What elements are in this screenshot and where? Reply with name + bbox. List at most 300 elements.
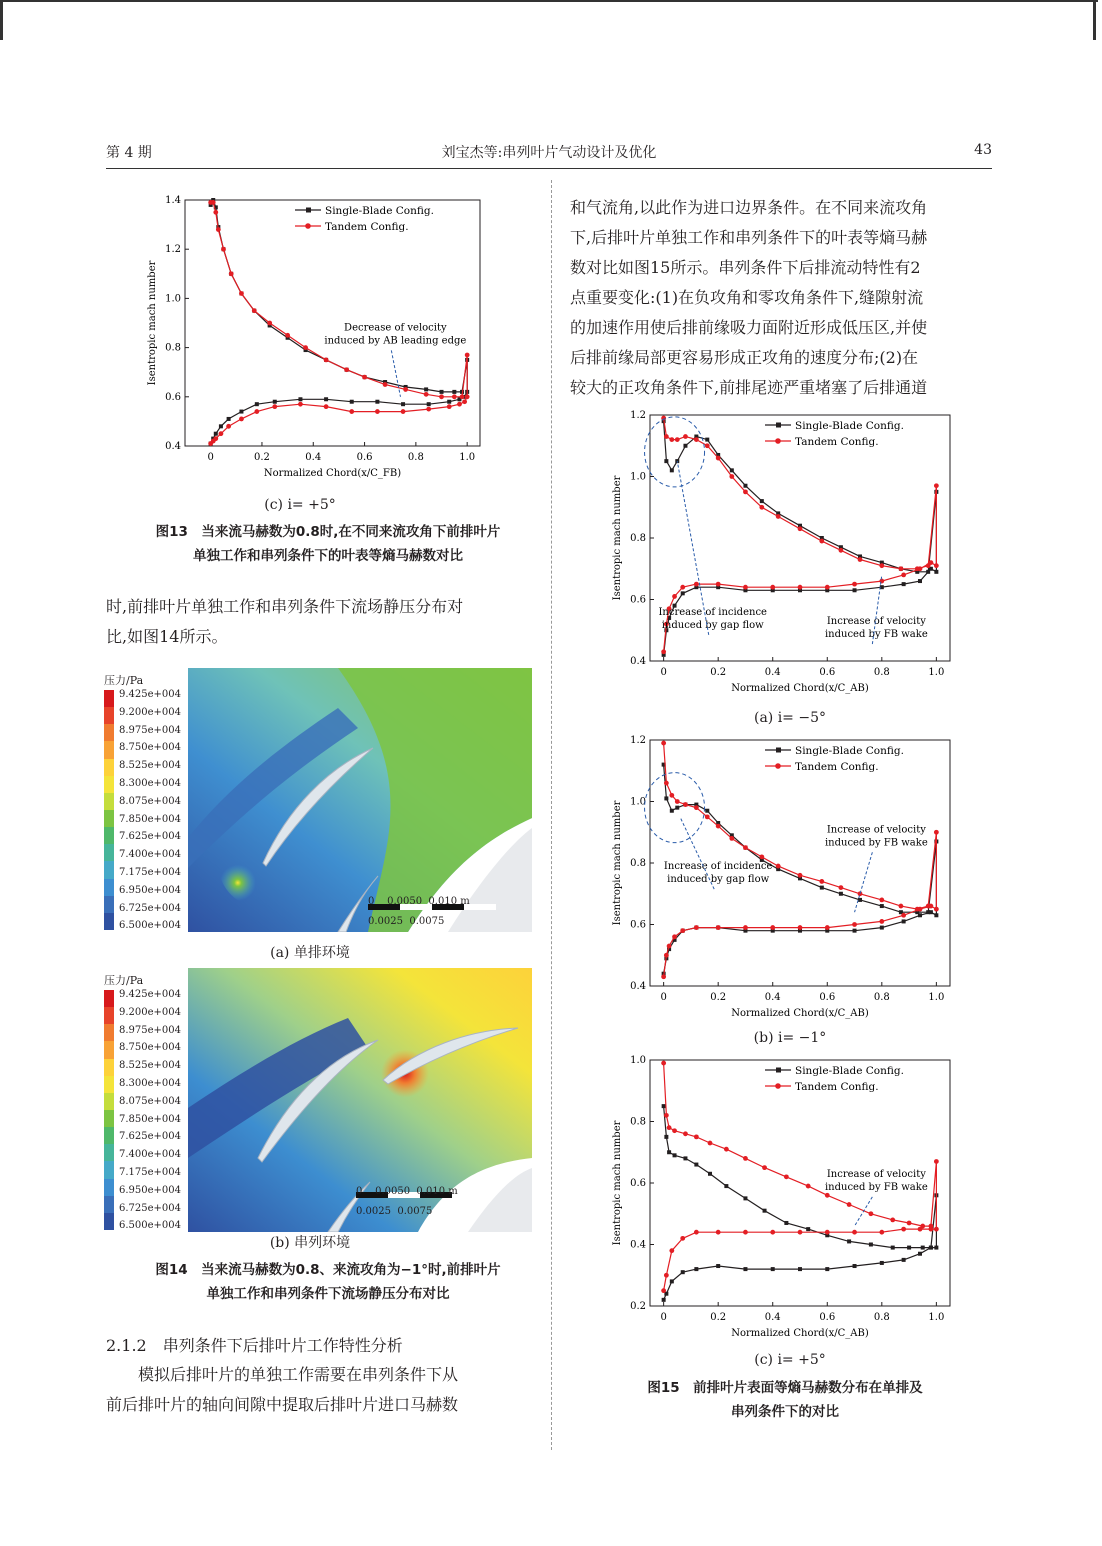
data-point (716, 582, 721, 587)
data-point (776, 864, 781, 869)
data-point (452, 394, 457, 399)
data-point (219, 424, 223, 428)
data-point (743, 1267, 747, 1271)
data-point (298, 397, 302, 401)
legend-swatch (104, 741, 114, 758)
x-axis-label: Normalized Chord(x/C_AB) (731, 683, 869, 694)
data-point (743, 845, 748, 850)
data-point (227, 417, 231, 421)
data-point (375, 400, 379, 404)
legend-swatch (104, 844, 114, 861)
fig14b-legend-bar (104, 990, 114, 1230)
data-point (683, 444, 687, 448)
data-point (681, 591, 685, 595)
annotation-text: induced by FB wake (824, 629, 928, 641)
data-point (934, 1159, 939, 1164)
data-point (694, 1230, 699, 1235)
fig15b-subcaption: (b) i= −1° (753, 1030, 827, 1046)
legend-label: Single-Blade Config. (795, 745, 904, 757)
data-point (729, 836, 734, 841)
fig14b-legend-title: 压力/Pa (104, 974, 144, 987)
data-point (447, 404, 452, 409)
data-point (798, 1230, 803, 1235)
data-point (694, 925, 699, 930)
x-tick-label: 0.2 (254, 452, 270, 463)
data-point (880, 1261, 884, 1265)
data-point (902, 582, 906, 586)
legend-marker (305, 223, 311, 229)
data-point (929, 560, 934, 565)
x-tick-label: 1.0 (928, 992, 945, 1003)
data-point (879, 1230, 884, 1235)
fig15c-svg (605, 1048, 960, 1348)
fig14b-scale-top: 0 0.0050 0.010 m (356, 1186, 458, 1197)
y-axis-label: Isentropic mach number (612, 1120, 623, 1246)
data-point (934, 570, 938, 574)
data-point (784, 1221, 788, 1225)
data-point (770, 585, 775, 590)
header-rule (106, 168, 992, 169)
data-point (669, 1248, 674, 1253)
data-point (798, 526, 803, 531)
x-tick-label: 1.0 (459, 452, 476, 463)
y-tick-label: 0.8 (630, 1116, 646, 1128)
x-axis-label: Normalized Chord(x/C_FB) (263, 468, 402, 479)
data-point (760, 499, 764, 503)
data-point (324, 358, 329, 363)
y-tick-label: 0.8 (630, 533, 646, 544)
data-point (759, 505, 764, 510)
data-point (743, 925, 748, 930)
y-tick-label: 1.0 (630, 1055, 646, 1066)
data-point (806, 1227, 810, 1231)
data-point (669, 437, 674, 442)
fig15-caption (570, 1376, 1000, 1424)
data-point (716, 1230, 721, 1235)
data-point (239, 410, 243, 414)
data-point (661, 974, 666, 979)
data-point (901, 1227, 906, 1232)
data-point (907, 1221, 912, 1226)
annotation-text: induced by FB wake (824, 837, 928, 849)
legend-value: 7.850e+004 (119, 1113, 182, 1125)
data-point (806, 1184, 811, 1189)
legend-value: 8.750e+004 (119, 1042, 182, 1054)
annotation-text: Increase of velocity (826, 1168, 926, 1180)
data-point (929, 1227, 934, 1232)
annotation-text: Increase of velocity (826, 824, 926, 836)
data-point (899, 566, 904, 571)
annotation-text: induced by gap flow (667, 874, 770, 886)
data-point (383, 382, 388, 387)
data-point (344, 367, 349, 372)
data-point (226, 424, 231, 429)
legend-swatch (104, 759, 114, 776)
data-point (929, 904, 934, 909)
data-point (853, 588, 857, 592)
y-tick-label: 1.0 (630, 796, 646, 808)
data-point (285, 333, 290, 338)
data-point (743, 484, 747, 488)
data-point (401, 402, 405, 406)
data-point (705, 814, 710, 819)
x-tick-label: 0.4 (764, 992, 781, 1003)
data-point (661, 649, 666, 654)
data-point (273, 400, 277, 404)
fig14-caption-line1: 图14 当来流马赫数为0.8、来流攻角为−1°时,前排叶片 (155, 1262, 501, 1278)
x-tick-label: 0.6 (819, 992, 836, 1003)
crop-mark-right (1093, 0, 1096, 40)
x-tick-label: 0 (660, 992, 667, 1003)
legend-value: 8.075e+004 (119, 795, 182, 807)
data-point (918, 566, 923, 571)
data-point (254, 409, 259, 414)
y-axis-label: Isentropic mach number (612, 800, 623, 926)
y-tick-label: 0.8 (630, 858, 646, 869)
fig15a-svg (605, 403, 960, 703)
data-point (694, 1134, 699, 1139)
data-point (426, 407, 431, 412)
paragraph-left-1-line1: 时,前排叶片单独工作和串列条件下流场静压分布对 (106, 597, 464, 616)
fig15b-svg (605, 728, 960, 1028)
y-tick-label: 1.2 (165, 244, 181, 256)
data-point (705, 809, 709, 813)
data-point (683, 1156, 687, 1160)
legend-value: 6.500e+004 (119, 920, 182, 932)
legend-swatch (104, 879, 114, 896)
legend-swatch (104, 1076, 114, 1093)
data-point (683, 802, 688, 807)
fig14a-legend-title: 压力/Pa (104, 674, 144, 687)
legend-value: 9.200e+004 (119, 706, 182, 718)
x-tick-label: 0.6 (819, 667, 836, 678)
legend-swatch (104, 1041, 114, 1058)
legend-swatch (104, 1179, 114, 1196)
legend-marker (776, 1068, 781, 1073)
data-point (401, 409, 406, 414)
legend-swatch (104, 1093, 114, 1110)
legend-value: 9.425e+004 (119, 989, 182, 1000)
data-point (934, 483, 939, 488)
data-point (918, 913, 922, 917)
legend-value: 8.300e+004 (119, 777, 182, 789)
legend-value: 7.625e+004 (119, 831, 182, 843)
data-point (694, 1267, 698, 1271)
legend-swatch (104, 724, 114, 741)
data-point (819, 879, 824, 884)
data-point (743, 585, 748, 590)
legend-swatch (104, 810, 114, 827)
fig14-caption (108, 1258, 548, 1306)
data-point (672, 1128, 677, 1133)
data-point (439, 394, 444, 399)
data-point (918, 579, 922, 583)
legend-marker (775, 1083, 781, 1089)
x-tick-label: 0.2 (710, 667, 727, 678)
data-point (901, 913, 906, 918)
data-point (879, 563, 884, 568)
data-point (680, 1236, 685, 1241)
data-point (667, 1125, 672, 1130)
data-point (440, 390, 444, 394)
data-point (303, 345, 308, 350)
data-point (239, 291, 244, 296)
data-point (880, 904, 884, 908)
fig15-caption-line2: 串列条件下的对比 (731, 1404, 839, 1420)
data-point (819, 539, 824, 544)
data-point (681, 1270, 685, 1274)
data-point (784, 1174, 789, 1179)
fig14b-subcaption: (b) 串列环境 (269, 1235, 351, 1251)
legend-swatch (104, 990, 114, 1007)
fig15b-chart (605, 728, 960, 1028)
data-point (879, 579, 884, 584)
paragraph-right-line2: 下,后排叶片单独工作和串列条件下的叶表等熵马赫 (570, 228, 928, 247)
legend-marker (775, 438, 781, 444)
data-point (934, 913, 938, 917)
paragraph-right-line5: 的加速作用使后排前缘吸力面附近形成低压区,并使 (570, 318, 928, 337)
data-point (743, 1156, 748, 1161)
x-tick-label: 0.4 (305, 452, 322, 463)
fig13c-subcaption: (c) i= +5° (264, 497, 336, 513)
x-tick-label: 0.6 (819, 1312, 836, 1323)
paragraph-right-line3: 数对比如图15所示。串列条件下后排流动特性有2 (570, 258, 921, 277)
issue-label: 第 4 期 (106, 145, 152, 161)
data-point (664, 459, 668, 463)
data-point (694, 582, 699, 587)
data-point (763, 1209, 767, 1213)
data-point (825, 925, 830, 930)
legend-swatch (104, 913, 114, 930)
x-tick-label: 0.6 (356, 452, 373, 463)
legend-value: 7.175e+004 (119, 866, 182, 878)
data-point (664, 796, 668, 800)
data-point (869, 1211, 874, 1216)
legend-label: Tandem Config. (795, 436, 879, 448)
legend-swatch (104, 1007, 114, 1024)
data-point (221, 247, 226, 252)
running-title: 刘宝杰等:串列叶片气动设计及优化 (441, 145, 657, 161)
y-tick-label: 1.0 (630, 471, 646, 483)
legend-swatch (104, 1059, 114, 1076)
data-point (298, 402, 303, 407)
data-point (680, 928, 685, 933)
legend-value: 6.950e+004 (119, 884, 182, 896)
data-point (683, 434, 688, 439)
data-point (770, 1230, 775, 1235)
data-point (820, 886, 824, 890)
legend-marker (776, 748, 781, 753)
legend-value: 7.175e+004 (119, 1166, 182, 1178)
data-point (929, 1246, 933, 1250)
data-point (424, 387, 428, 391)
x-tick-label: 0.8 (873, 667, 890, 678)
y-tick-label: 1.0 (165, 293, 181, 305)
crop-mark-top (0, 0, 1098, 2)
y-tick-label: 1.4 (165, 195, 181, 206)
legend-value: 7.400e+004 (119, 1149, 182, 1161)
data-point (934, 1227, 939, 1232)
data-point (879, 898, 884, 903)
fig14a-legend-labels (119, 686, 181, 935)
data-point (743, 489, 748, 494)
section-2-1-2-text (106, 1360, 532, 1420)
data-point (694, 1163, 698, 1167)
data-point (324, 404, 329, 409)
legend-marker (306, 208, 311, 213)
data-point (743, 1230, 748, 1235)
data-point (879, 919, 884, 924)
fig13-caption (108, 520, 548, 568)
data-point (680, 585, 685, 590)
data-point (852, 922, 857, 927)
data-point (825, 1267, 829, 1271)
y-tick-label: 0.6 (165, 391, 181, 403)
fig15c-chart (605, 1048, 960, 1348)
data-point (239, 417, 244, 422)
legend-swatch (104, 1024, 114, 1041)
data-point (825, 585, 830, 590)
y-tick-label: 0.6 (630, 1178, 646, 1189)
y-tick-label: 0.6 (630, 594, 646, 606)
x-tick-label: 0.2 (710, 1312, 727, 1323)
legend-value: 6.725e+004 (119, 902, 182, 914)
data-point (918, 907, 923, 912)
page-number: 43 (974, 142, 992, 158)
data-point (708, 1141, 713, 1146)
data-point (672, 934, 677, 939)
fig15a-chart (605, 403, 960, 703)
data-point (362, 375, 367, 380)
data-point (661, 1061, 666, 1066)
data-point (664, 953, 669, 958)
data-point (902, 919, 906, 923)
legend-value: 6.725e+004 (119, 1202, 182, 1214)
fig14a-scale-bottom: 0.0025 0.0075 (368, 916, 445, 927)
column-divider (551, 180, 552, 1450)
legend-label: Single-Blade Config. (795, 1065, 904, 1077)
legend-swatch (104, 690, 114, 707)
data-point (675, 437, 680, 442)
data-point (664, 781, 669, 786)
data-point (839, 885, 844, 890)
fig15c-subcaption: (c) i= +5° (754, 1352, 826, 1368)
y-tick-label: 0.8 (165, 342, 181, 354)
data-point (705, 438, 709, 442)
data-point (350, 400, 354, 404)
x-tick-label: 0.2 (710, 992, 727, 1003)
data-point (899, 904, 904, 909)
legend-swatch (104, 1196, 114, 1213)
data-point (683, 1131, 688, 1136)
data-point (847, 1239, 851, 1243)
data-point (918, 1227, 923, 1232)
legend-value: 8.525e+004 (119, 1060, 182, 1072)
data-point (672, 594, 677, 599)
annotation-text: Increase of incidence (658, 606, 767, 618)
legend-value: 8.975e+004 (119, 724, 182, 736)
crop-mark-left (0, 0, 3, 40)
data-point (762, 1165, 767, 1170)
legend-value: 8.300e+004 (119, 1077, 182, 1089)
data-point (776, 514, 781, 519)
data-point (670, 1279, 674, 1283)
data-point (730, 468, 734, 472)
legend-value: 7.850e+004 (119, 813, 182, 825)
legend-swatch (104, 1161, 114, 1178)
data-point (918, 1252, 922, 1256)
legend-label: Tandem Config. (795, 1081, 879, 1093)
y-tick-label: 0.4 (630, 656, 646, 667)
data-point (664, 434, 669, 439)
legend-value: 6.950e+004 (119, 1184, 182, 1196)
data-point (934, 830, 939, 835)
y-tick-label: 0.4 (630, 981, 646, 992)
data-point (694, 437, 699, 442)
legend-swatch (104, 1144, 114, 1161)
legend-value: 7.625e+004 (119, 1131, 182, 1143)
legend-value: 8.525e+004 (119, 760, 182, 772)
fig13c-chart (140, 188, 490, 488)
x-axis-label: Normalized Chord(x/C_AB) (731, 1008, 869, 1019)
data-point (349, 409, 354, 414)
annotation-text: Increase of incidence (663, 861, 773, 873)
data-point (907, 1246, 911, 1250)
data-point (460, 394, 465, 399)
x-tick-label: 0.8 (873, 992, 890, 1003)
legend-swatch (104, 1127, 114, 1144)
data-point (705, 443, 710, 448)
data-point (770, 925, 775, 930)
fig14a-scale-top: 0 0.0050 0.010 m (368, 896, 470, 907)
data-point (729, 474, 734, 479)
legend-swatch (104, 793, 114, 810)
data-point (853, 1264, 857, 1268)
fig14b-scale-bottom: 0.0025 0.0075 (356, 1206, 433, 1217)
data-point (743, 1196, 747, 1200)
fig14a-legend-bar (104, 690, 114, 930)
data-point (216, 227, 221, 232)
paragraph-right-line1: 和气流角,以此作为进口边界条件。在不同来流攻角 (570, 198, 928, 217)
data-point (694, 805, 699, 810)
data-point (424, 392, 429, 397)
data-point (375, 409, 380, 414)
data-point (901, 573, 906, 578)
data-point (673, 1153, 677, 1157)
data-point (427, 402, 431, 406)
data-point (267, 321, 272, 326)
data-point (272, 404, 277, 409)
legend-value: 8.075e+004 (119, 1095, 182, 1107)
data-point (839, 892, 843, 896)
data-point (403, 387, 408, 392)
data-point (890, 1218, 895, 1223)
data-point (858, 891, 863, 896)
x-tick-label: 0.4 (764, 667, 781, 678)
data-point (208, 441, 213, 446)
section-2-1-2-line1: 模拟后排叶片的单独工作需要在串列条件下从 (138, 1365, 459, 1384)
data-point (934, 1246, 938, 1250)
legend-swatch (104, 707, 114, 724)
legend-swatch (104, 776, 114, 793)
x-tick-label: 0.4 (764, 1312, 781, 1323)
legend-swatch (104, 896, 114, 913)
fig14a-pressure-contour (188, 668, 532, 932)
paragraph-right-line4: 点重要变化:(1)在负攻角和零攻角条件下,缝隙射流 (570, 288, 924, 307)
legend-value: 8.750e+004 (119, 742, 182, 754)
data-point (670, 809, 674, 813)
data-point (891, 1246, 895, 1250)
